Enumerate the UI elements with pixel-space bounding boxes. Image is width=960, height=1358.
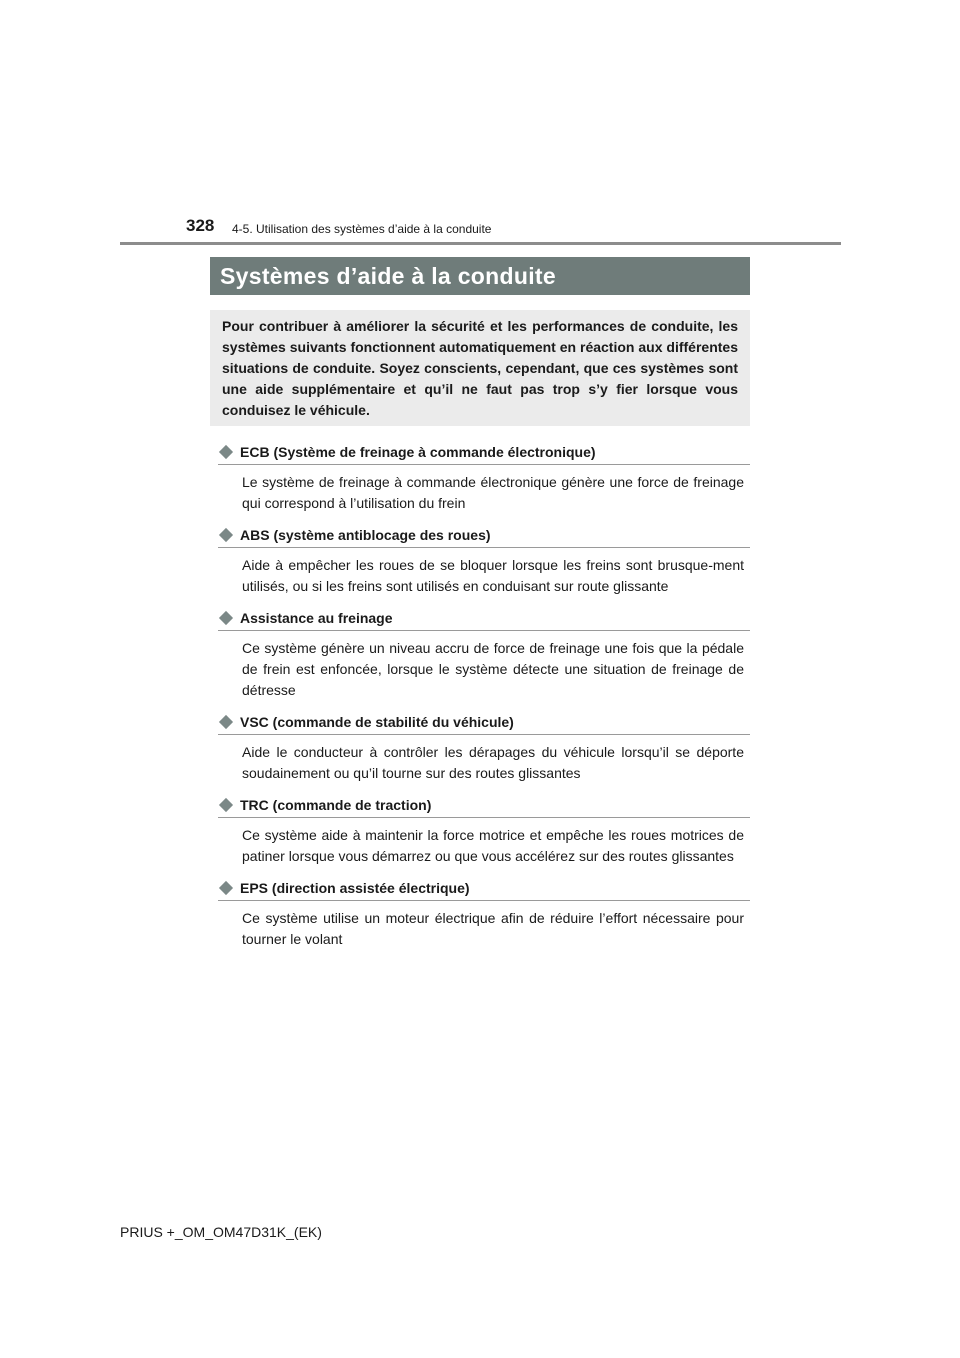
section-heading-text: ECB (Système de freinage à commande électronique): [240, 444, 596, 460]
section-body: Aide le conducteur à contrôler les dérapages du véhicule lorsqu’il se déporte soudainement ou qu’il tourne sur des routes glissantes: [242, 744, 744, 781]
section-heading-text: Assistance au freinage: [240, 610, 393, 626]
section-body: Ce système aide à maintenir la force motrice et empêche les roues motrices de patiner lorsque vous démarrez ou que vous accélérez sur des routes glissantes: [242, 827, 744, 864]
section-heading: [218, 440, 750, 465]
section-heading: [218, 793, 750, 818]
section-body: Ce système génère un niveau accru de force de freinage une fois que la pédale de frein est enfoncée, lorsque le système détecte une situation de freinage de détresse: [242, 640, 744, 698]
intro-box: Pour contribuer à améliorer la sécurité et les performances de conduite, les systèmes suivants fonctionnent automatiquement en réaction aux différentes situations de conduite. Soyez conscients, cependant, que ces systèmes sont une aide supplémentaire et qu’il ne faut pas trop s’y fier lorsque vous conduisez le véhicule.: [210, 310, 750, 426]
section-eps: [218, 876, 750, 950]
content-sections: [218, 440, 750, 950]
diamond-bullet-icon: [219, 528, 233, 542]
section-vsc: [218, 710, 750, 784]
section-heading-text: ABS (système antiblocage des roues): [240, 527, 491, 543]
section-body: Le système de freinage à commande électronique génère une force de freinage qui correspond à l’utilisation du frein: [242, 474, 744, 511]
section-body: Ce système utilise un moteur électrique afin de réduire l’effort nécessaire pour tourner le volant: [242, 910, 744, 947]
section-ecb: [218, 440, 750, 514]
page-title: Systèmes d’aide à la conduite: [210, 257, 750, 295]
section-heading: [218, 876, 750, 901]
diamond-bullet-icon: [219, 611, 233, 625]
diamond-bullet-icon: [219, 798, 233, 812]
diamond-bullet-icon: [219, 881, 233, 895]
section-trc: [218, 793, 750, 867]
section-heading-text: EPS (direction assistée électrique): [240, 880, 470, 896]
footer-document-id: PRIUS +_OM_OM47D31K_(EK): [120, 1224, 322, 1240]
section-brake-assist: [218, 606, 750, 701]
section-heading: [218, 523, 750, 548]
section-body: Aide à empêcher les roues de se bloquer lorsque les freins sont brusque-ment utilisés, ou si les freins sont utilisés en conduisant sur route glissante: [242, 557, 744, 594]
diamond-bullet-icon: [219, 445, 233, 459]
section-reference: 4-5. Utilisation des systèmes d’aide à la conduite: [232, 222, 492, 236]
section-abs: [218, 523, 750, 597]
section-heading: [218, 710, 750, 735]
page-number: 328: [186, 216, 215, 235]
section-heading: [218, 606, 750, 631]
header-rule: [120, 242, 841, 245]
section-heading-text: VSC (commande de stabilité du véhicule): [240, 714, 514, 730]
section-heading-text: TRC (commande de traction): [240, 797, 432, 813]
diamond-bullet-icon: [219, 715, 233, 729]
